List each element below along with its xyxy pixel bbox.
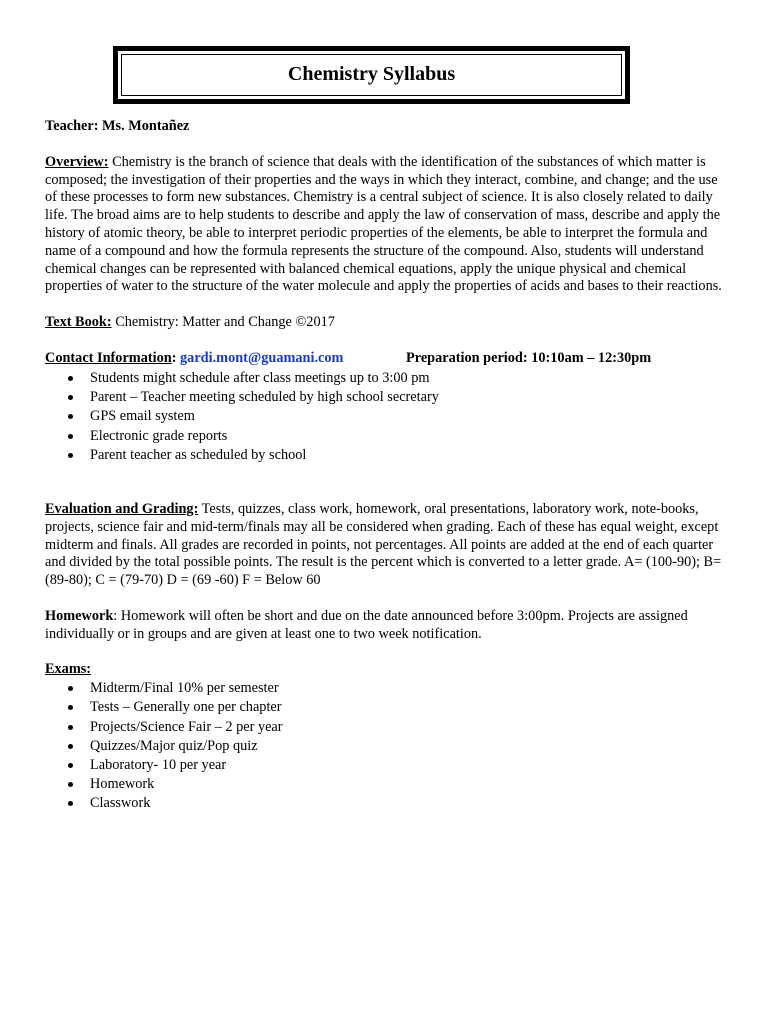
homework-paragraph [45,608,730,644]
list-item: Tests – Generally one per chapter [45,698,730,717]
homework-text: : Homework will often be short and due on the date announced before 3:00pm. Projects are assigned individually or in groups and are given at least one to two week notification. [45,607,688,642]
list-item: Parent – Teacher meeting scheduled by high school secretary [45,388,730,407]
textbook-text: Chemistry: Matter and Change ©2017 [115,314,335,331]
teacher-line [45,118,730,136]
textbook-line [45,314,730,332]
list-item: Projects/Science Fair – 2 per year [45,718,730,737]
homework-label: Homework [45,607,114,624]
preparation-period: Preparation period: 10:10am – 12:30pm [406,349,652,366]
overview-label: Overview: [45,153,109,170]
exams-heading [45,661,730,679]
teacher-label: Teacher: [45,118,99,134]
contact-label: Contact Information [45,349,172,366]
list-item: Homework [45,775,730,794]
evaluation-text: Tests, quizzes, class work, homework, oral presentations, laboratory work, note-books, projects, science fair and mid-term/finals may all be considered when grading. Each of these has equal weight, except midterm and finals. All grades are recorded in points, not percentages. All points are added at the end of each quarter and divided by the total possible points. The result is the percent which is converted to a letter grade. A= (100-90); B= (89-80); C = (79-70) D = (69 -60) F = Below 60 [45,500,722,589]
list-item: GPS email system [45,407,730,426]
overview-paragraph [45,154,730,296]
contact-list [45,369,730,465]
list-item: Quizzes/Major quiz/Pop quiz [45,737,730,756]
evaluation-label: Evaluation and Grading: [45,500,199,517]
overview-text: Chemistry is the branch of science that deals with the identification of the substances of which matter is composed; the investigation of their properties and the ways in which they interact, combine, and change; and the use of these processes to form new substances. Chemistry is a central subject of science. It is also closely related to daily life. The broad aims are to help students to describe and apply the law of conservation of mass, describe and apply the history of atomic theory, be able to interpret periodic properties of the elements, be able to interpret the formula and name of a compound and how the formula represents the structure of the compound. Also, students will understand chemical changes can be represented with balanced chemical equations, apply the unique physical and chemical properties of water to the structure of the water molecule and apply the properties of acids and bases to their reactions. [45,153,722,295]
evaluation-paragraph [45,501,730,590]
list-item: Midterm/Final 10% per semester [45,679,730,698]
list-item: Laboratory- 10 per year [45,756,730,775]
list-item: Classwork [45,794,730,813]
contact-row [45,350,730,369]
contact-email-link[interactable]: gardi.mont@guamani.com [180,349,344,366]
exams-label: Exams: [45,661,92,678]
teacher-name: Ms. Montañez [102,118,190,134]
list-item: Parent teacher as scheduled by school [45,446,730,465]
list-item: Electronic grade reports [45,427,730,446]
exams-list [45,679,730,813]
textbook-label: Text Book: [45,314,112,331]
syllabus-content [45,118,730,814]
page-title: Chemistry Syllabus [287,63,456,86]
contact-colon: : [171,349,177,366]
list-item: Students might schedule after class meetings up to 3:00 pm [45,369,730,388]
title-box [113,46,630,104]
